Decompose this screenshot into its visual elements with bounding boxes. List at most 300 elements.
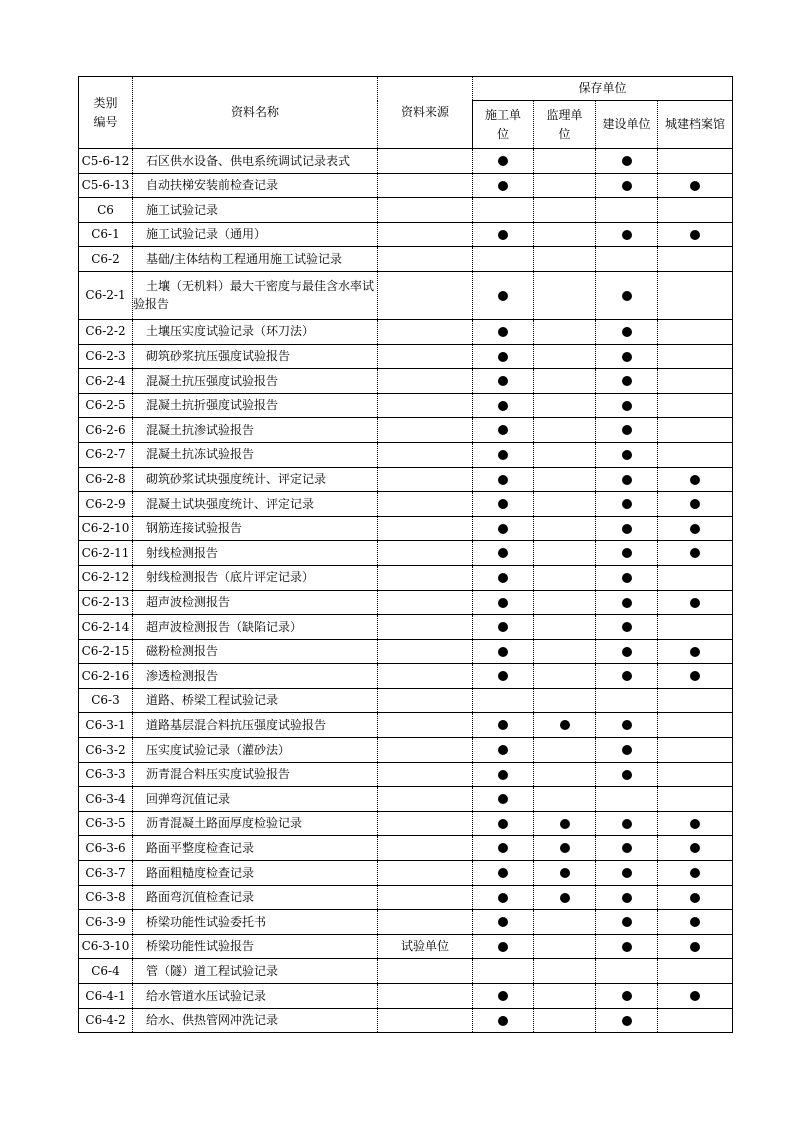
record-name	[133, 442, 378, 467]
mark-owner-unit	[596, 885, 658, 910]
record-code: C6-4-2	[79, 1008, 133, 1033]
mark-construction-unit	[473, 393, 534, 418]
mark-owner-unit	[596, 271, 658, 319]
record-source	[378, 492, 473, 517]
mark-owner-unit	[596, 541, 658, 566]
mark-owner-unit	[596, 688, 658, 713]
record-source	[378, 738, 473, 763]
mark-construction-unit	[473, 565, 534, 590]
filled-dot-icon	[690, 181, 700, 191]
table-row	[79, 861, 733, 886]
record-name-text: 回弹弯沉值记录	[146, 791, 231, 806]
record-name	[133, 344, 378, 369]
header-category-code: 类别 编号	[79, 77, 133, 149]
filled-dot-icon	[690, 499, 700, 509]
header-source: 资料来源	[378, 77, 473, 149]
record-name	[133, 762, 378, 787]
table-row	[79, 173, 733, 198]
table-row	[79, 344, 733, 369]
mark-archive	[658, 516, 733, 541]
record-name-text: 超声波检测报告	[146, 595, 231, 609]
record-code: C6-3-1	[79, 713, 133, 738]
record-code: C6-2	[79, 247, 133, 272]
filled-dot-icon	[498, 425, 508, 435]
mark-archive	[658, 639, 733, 664]
table-row	[79, 934, 733, 959]
filled-dot-icon	[622, 819, 632, 829]
record-source	[378, 885, 473, 910]
record-name-text: 混凝土抗压强度试验报告	[146, 373, 279, 388]
table-row	[79, 713, 733, 738]
filled-dot-icon	[498, 401, 508, 411]
mark-construction-unit	[473, 1008, 534, 1033]
mark-archive	[658, 959, 733, 984]
filled-dot-icon	[560, 720, 570, 730]
mark-archive	[658, 934, 733, 959]
mark-supervision-unit	[534, 222, 596, 247]
mark-archive	[658, 885, 733, 910]
record-name-text: 桥梁功能性试验报告	[146, 939, 255, 954]
record-name-text: 道路基层混合料抗压强度试验报告	[146, 717, 327, 732]
mark-owner-unit	[596, 713, 658, 738]
table-row	[79, 639, 733, 664]
table-row	[79, 590, 733, 615]
mark-owner-unit	[596, 319, 658, 344]
record-code: C6-2-15	[79, 639, 133, 664]
mark-supervision-unit	[534, 442, 596, 467]
record-code: C6-1	[79, 222, 133, 247]
record-code: C6-2-8	[79, 467, 133, 492]
filled-dot-icon	[498, 598, 508, 608]
mark-owner-unit	[596, 1008, 658, 1033]
filled-dot-icon	[690, 230, 700, 240]
table-body	[79, 149, 733, 1033]
filled-dot-icon	[498, 770, 508, 780]
table-row	[79, 271, 733, 319]
mark-supervision-unit	[534, 393, 596, 418]
filled-dot-icon	[622, 647, 632, 657]
record-code: C6-2-1	[79, 271, 133, 319]
mark-archive	[658, 910, 733, 935]
mark-supervision-unit	[534, 639, 596, 664]
mark-supervision-unit	[534, 713, 596, 738]
table-row	[79, 492, 733, 517]
filled-dot-icon	[498, 327, 508, 337]
filled-dot-icon	[622, 770, 632, 780]
table-row	[79, 811, 733, 836]
mark-supervision-unit	[534, 198, 596, 223]
header-keep-unit: 保存单位	[473, 77, 733, 101]
mark-supervision-unit	[534, 959, 596, 984]
mark-supervision-unit	[534, 1008, 596, 1033]
mark-supervision-unit	[534, 836, 596, 861]
record-source	[378, 198, 473, 223]
record-source	[378, 590, 473, 615]
record-source	[378, 959, 473, 984]
record-source	[378, 271, 473, 319]
record-source	[378, 713, 473, 738]
filled-dot-icon	[690, 893, 700, 903]
record-code: C6-2-13	[79, 590, 133, 615]
record-name-text: 沥青混凝土路面厚度检验记录	[146, 816, 303, 831]
mark-archive	[658, 418, 733, 443]
filled-dot-icon	[498, 843, 508, 853]
record-name-text: 路面弯沉值检查记录	[146, 890, 255, 905]
filled-dot-icon	[622, 352, 632, 362]
mark-supervision-unit	[534, 984, 596, 1009]
record-name	[133, 149, 378, 174]
record-code: C6-2-12	[79, 565, 133, 590]
table-row	[79, 149, 733, 174]
record-name-text: 砌筑砂浆抗压强度试验报告	[146, 349, 291, 364]
table-row	[79, 885, 733, 910]
filled-dot-icon	[622, 745, 632, 755]
record-code: C6-2-10	[79, 516, 133, 541]
record-source	[378, 762, 473, 787]
filled-dot-icon	[622, 181, 632, 191]
header-name: 资料名称	[133, 77, 378, 149]
record-name	[133, 836, 378, 861]
mark-owner-unit	[596, 198, 658, 223]
filled-dot-icon	[498, 181, 508, 191]
mark-archive	[658, 984, 733, 1009]
record-source	[378, 688, 473, 713]
filled-dot-icon	[622, 573, 632, 583]
table-row	[79, 319, 733, 344]
filled-dot-icon	[622, 156, 632, 166]
filled-dot-icon	[622, 524, 632, 534]
filled-dot-icon	[622, 598, 632, 608]
record-name	[133, 565, 378, 590]
mark-owner-unit	[596, 247, 658, 272]
filled-dot-icon	[498, 745, 508, 755]
mark-owner-unit	[596, 492, 658, 517]
mark-owner-unit	[596, 959, 658, 984]
filled-dot-icon	[622, 450, 632, 460]
record-name-text: 超声波检测报告（缺陷记录）	[146, 619, 303, 634]
record-name	[133, 738, 378, 763]
mark-supervision-unit	[534, 418, 596, 443]
header-construction-unit: 施工单 位	[473, 101, 534, 149]
record-code: C5-6-13	[79, 173, 133, 198]
record-name	[133, 492, 378, 517]
record-name-text: 自动扶梯安装前检查记录	[146, 178, 279, 193]
record-name-text: 钢筋连接试验报告	[146, 521, 243, 536]
filled-dot-icon	[622, 671, 632, 681]
mark-construction-unit	[473, 344, 534, 369]
record-source	[378, 664, 473, 689]
filled-dot-icon	[498, 942, 508, 952]
mark-supervision-unit	[534, 565, 596, 590]
record-name-text: 混凝土抗冻试验报告	[146, 447, 255, 462]
table-row	[79, 615, 733, 640]
mark-archive	[658, 541, 733, 566]
record-code: C6-3-6	[79, 836, 133, 861]
record-name	[133, 418, 378, 443]
filled-dot-icon	[498, 647, 508, 657]
filled-dot-icon	[498, 819, 508, 829]
mark-supervision-unit	[534, 149, 596, 174]
record-name	[133, 959, 378, 984]
mark-owner-unit	[596, 836, 658, 861]
filled-dot-icon	[498, 291, 508, 301]
record-name-text: 压实度试验记录（灌砂法）	[146, 742, 291, 757]
filled-dot-icon	[622, 376, 632, 386]
record-name-text: 道路、桥梁工程试验记录	[146, 693, 279, 708]
mark-owner-unit	[596, 811, 658, 836]
record-name-text: 施工试验记录	[146, 202, 219, 217]
record-source	[378, 516, 473, 541]
record-name	[133, 173, 378, 198]
record-name	[133, 811, 378, 836]
record-name	[133, 271, 378, 319]
filled-dot-icon	[690, 647, 700, 657]
mark-construction-unit	[473, 418, 534, 443]
mark-archive	[658, 713, 733, 738]
table-row	[79, 516, 733, 541]
record-source	[378, 393, 473, 418]
record-code: C6-3-10	[79, 934, 133, 959]
mark-construction-unit	[473, 492, 534, 517]
record-name	[133, 590, 378, 615]
record-name	[133, 787, 378, 812]
mark-owner-unit	[596, 738, 658, 763]
filled-dot-icon	[498, 671, 508, 681]
mark-construction-unit	[473, 664, 534, 689]
mark-owner-unit	[596, 984, 658, 1009]
table-row	[79, 442, 733, 467]
filled-dot-icon	[622, 425, 632, 435]
mark-owner-unit	[596, 787, 658, 812]
mark-supervision-unit	[534, 369, 596, 394]
filled-dot-icon	[622, 1016, 632, 1026]
mark-supervision-unit	[534, 910, 596, 935]
record-name	[133, 910, 378, 935]
mark-owner-unit	[596, 639, 658, 664]
mark-archive	[658, 369, 733, 394]
record-source	[378, 344, 473, 369]
table-row	[79, 738, 733, 763]
filled-dot-icon	[690, 991, 700, 1001]
mark-supervision-unit	[534, 811, 596, 836]
record-name-text: 给水、供热管网冲洗记录	[146, 1013, 279, 1028]
record-source	[378, 811, 473, 836]
record-code: C6-3-2	[79, 738, 133, 763]
record-name	[133, 861, 378, 886]
filled-dot-icon	[498, 720, 508, 730]
mark-supervision-unit	[534, 861, 596, 886]
record-name-text: 射线检测报告	[146, 545, 219, 560]
filled-dot-icon	[622, 893, 632, 903]
mark-construction-unit	[473, 713, 534, 738]
mark-supervision-unit	[534, 173, 596, 198]
mark-archive	[658, 467, 733, 492]
record-name-text: 砌筑砂浆试块强度统计、评定记录	[146, 472, 327, 487]
record-name	[133, 541, 378, 566]
record-source	[378, 418, 473, 443]
mark-supervision-unit	[534, 590, 596, 615]
table-row	[79, 247, 733, 272]
filled-dot-icon	[690, 917, 700, 927]
mark-archive	[658, 861, 733, 886]
filled-dot-icon	[622, 499, 632, 509]
mark-construction-unit	[473, 467, 534, 492]
mark-owner-unit	[596, 442, 658, 467]
mark-construction-unit	[473, 198, 534, 223]
record-name	[133, 639, 378, 664]
record-name	[133, 664, 378, 689]
mark-construction-unit	[473, 910, 534, 935]
filled-dot-icon	[498, 868, 508, 878]
mark-archive	[658, 344, 733, 369]
mark-construction-unit	[473, 885, 534, 910]
table-row	[79, 222, 733, 247]
filled-dot-icon	[498, 1016, 508, 1026]
filled-dot-icon	[498, 376, 508, 386]
record-name-text: 施工试验记录（通用）	[146, 227, 267, 242]
filled-dot-icon	[622, 230, 632, 240]
records-table	[78, 76, 733, 1033]
record-name	[133, 393, 378, 418]
table-header	[79, 77, 733, 149]
filled-dot-icon	[622, 291, 632, 301]
mark-construction-unit	[473, 984, 534, 1009]
mark-construction-unit	[473, 369, 534, 394]
mark-construction-unit	[473, 222, 534, 247]
record-source	[378, 787, 473, 812]
record-name	[133, 369, 378, 394]
record-source	[378, 222, 473, 247]
filled-dot-icon	[498, 548, 508, 558]
mark-owner-unit	[596, 934, 658, 959]
mark-construction-unit	[473, 836, 534, 861]
mark-archive	[658, 565, 733, 590]
filled-dot-icon	[622, 917, 632, 927]
mark-archive	[658, 787, 733, 812]
mark-construction-unit	[473, 271, 534, 319]
filled-dot-icon	[498, 450, 508, 460]
filled-dot-icon	[622, 991, 632, 1001]
record-code: C6-2-2	[79, 319, 133, 344]
record-name-text: 渗透检测报告	[146, 668, 219, 683]
mark-owner-unit	[596, 516, 658, 541]
filled-dot-icon	[560, 819, 570, 829]
mark-archive	[658, 1008, 733, 1033]
filled-dot-icon	[622, 720, 632, 730]
mark-owner-unit	[596, 762, 658, 787]
record-name-text: 管（隧）道工程试验记录	[146, 963, 279, 978]
table-row	[79, 688, 733, 713]
record-code: C6-2-4	[79, 369, 133, 394]
mark-owner-unit	[596, 910, 658, 935]
table-row	[79, 836, 733, 861]
record-code: C6-2-16	[79, 664, 133, 689]
record-name	[133, 222, 378, 247]
filled-dot-icon	[498, 991, 508, 1001]
record-name-text: 土壤压实度试验记录（环刀法）	[146, 324, 315, 339]
filled-dot-icon	[690, 524, 700, 534]
filled-dot-icon	[498, 475, 508, 485]
table-row	[79, 418, 733, 443]
filled-dot-icon	[622, 868, 632, 878]
record-source	[378, 247, 473, 272]
filled-dot-icon	[498, 156, 508, 166]
record-name-text: 磁粉检测报告	[146, 644, 219, 659]
mark-owner-unit	[596, 222, 658, 247]
record-source	[378, 565, 473, 590]
table-row	[79, 910, 733, 935]
record-code: C6-2-3	[79, 344, 133, 369]
record-name-text: 桥梁功能性试验委托书	[146, 914, 267, 929]
mark-supervision-unit	[534, 885, 596, 910]
mark-supervision-unit	[534, 271, 596, 319]
filled-dot-icon	[690, 819, 700, 829]
mark-archive	[658, 149, 733, 174]
mark-owner-unit	[596, 615, 658, 640]
mark-archive	[658, 442, 733, 467]
record-name	[133, 885, 378, 910]
filled-dot-icon	[560, 893, 570, 903]
mark-construction-unit	[473, 688, 534, 713]
record-source	[378, 836, 473, 861]
mark-archive	[658, 615, 733, 640]
record-name	[133, 934, 378, 959]
filled-dot-icon	[690, 548, 700, 558]
record-source	[378, 173, 473, 198]
record-name	[133, 984, 378, 1009]
mark-construction-unit	[473, 442, 534, 467]
record-name-text: 土壤（无机料）最大干密度与最佳含水率试验报告	[133, 278, 375, 312]
mark-construction-unit	[473, 615, 534, 640]
mark-supervision-unit	[534, 615, 596, 640]
record-source	[378, 319, 473, 344]
record-code: C6	[79, 198, 133, 223]
mark-archive	[658, 319, 733, 344]
header-supervision-unit: 监理单 位	[534, 101, 596, 149]
mark-construction-unit	[473, 861, 534, 886]
filled-dot-icon	[690, 671, 700, 681]
record-code: C6-3-7	[79, 861, 133, 886]
record-code: C6-3-3	[79, 762, 133, 787]
mark-archive	[658, 762, 733, 787]
table-row	[79, 787, 733, 812]
table-row	[79, 664, 733, 689]
table-row	[79, 198, 733, 223]
record-source	[378, 1008, 473, 1033]
filled-dot-icon	[690, 843, 700, 853]
record-code: C6-4-1	[79, 984, 133, 1009]
record-source	[378, 639, 473, 664]
filled-dot-icon	[498, 524, 508, 534]
table-row	[79, 467, 733, 492]
record-code: C6-4	[79, 959, 133, 984]
record-code: C6-2-6	[79, 418, 133, 443]
record-code: C6-3-4	[79, 787, 133, 812]
record-name	[133, 1008, 378, 1033]
record-source	[378, 861, 473, 886]
mark-owner-unit	[596, 149, 658, 174]
record-name-text: 路面粗糙度检查记录	[146, 865, 255, 880]
mark-archive	[658, 492, 733, 517]
mark-supervision-unit	[534, 934, 596, 959]
record-name	[133, 615, 378, 640]
mark-construction-unit	[473, 149, 534, 174]
record-code: C6-2-14	[79, 615, 133, 640]
record-name-text: 给水管道水压试验记录	[146, 988, 267, 1003]
mark-supervision-unit	[534, 787, 596, 812]
mark-construction-unit	[473, 959, 534, 984]
mark-construction-unit	[473, 738, 534, 763]
